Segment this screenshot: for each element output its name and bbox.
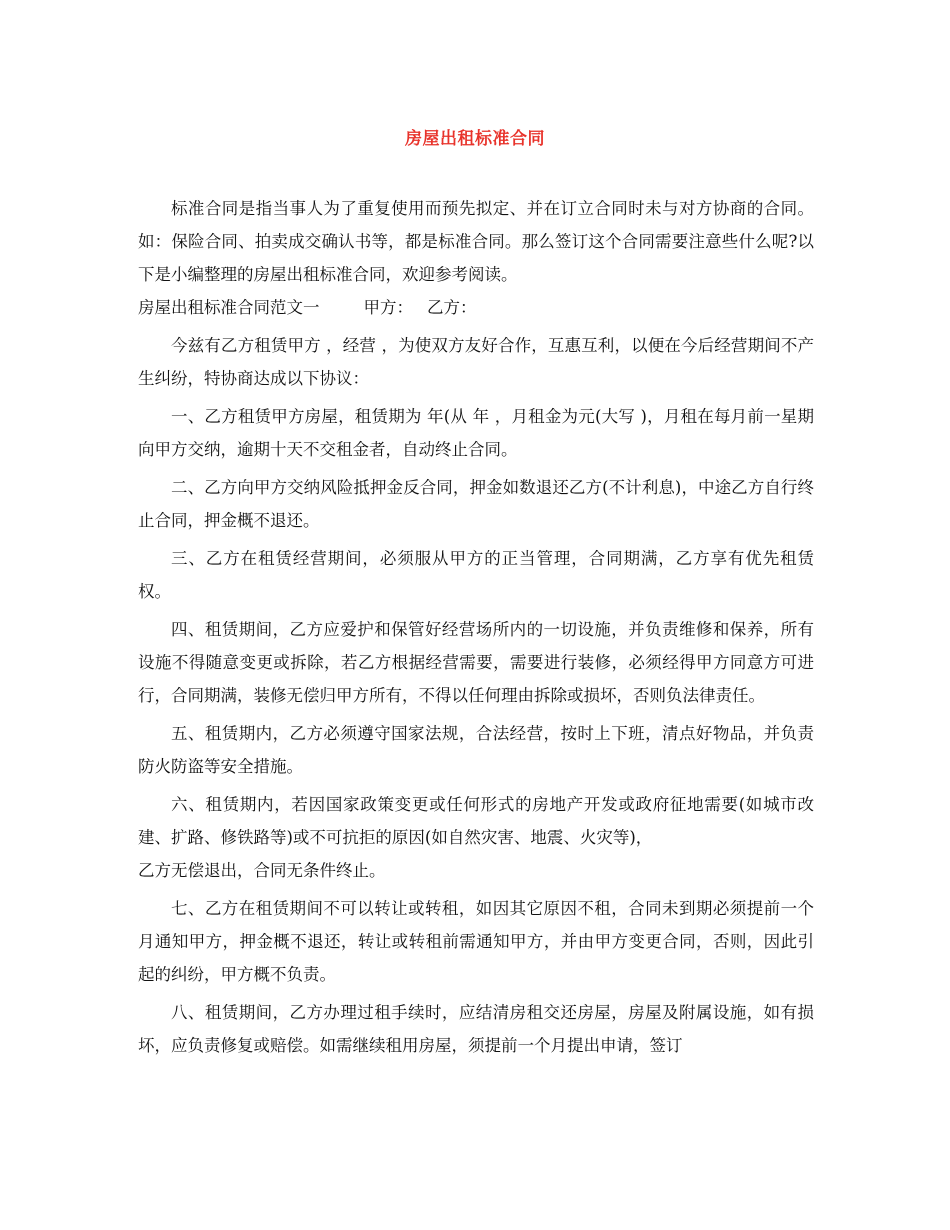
clause-3: 三、乙方在租赁经营期间，必须服从甲方的正当管理，合同期满，乙方享有优先租赁权。	[138, 549, 814, 601]
clause-6: 六、租赁期内，若因国家政策变更或任何形式的房地产开发或政府征地需要(如城市改建、扩路、修铁路等)或不可抗拒的原因(如自然灾害、地震、火灾等)，	[138, 795, 814, 847]
clause-5: 五、租赁期内，乙方必须遵守国家法规，合法经营，按时上下班，清点好物品，并负责防火防盗等安全措施。	[138, 724, 814, 776]
preamble-paragraph: 今兹有乙方租赁甲方 ，经营 ，为使双方友好合作，互惠互利，以便在今后经营期间不产生纠纷，特协商达成以下协议：	[138, 336, 814, 388]
sample-heading: 房屋出租标准合同范文一	[138, 298, 320, 317]
party-a-label: 甲方：	[363, 298, 413, 317]
document-body	[138, 192, 814, 1062]
document-title: 房屋出租标准合同	[405, 129, 545, 149]
sample-heading-line	[138, 291, 814, 324]
clause-7: 七、乙方在租赁期间不可以转让或转租，如因其它原因不租，合同未到期必须提前一个月通知甲方，押金概不退还，转让或转租前需通知甲方，并由甲方变更合同，否则，因此引起的纠纷，甲方概不负责。	[138, 899, 814, 984]
clause-6-continuation: 乙方无偿退出，合同无条件终止。	[138, 861, 386, 880]
clause-4: 四、租赁期间，乙方应爱护和保管好经营场所内的一切设施，并负责维修和保养，所有设施不得随意变更或拆除，若乙方根据经营需要，需要进行装修，必须经得甲方同意方可进行，合同期满，装修无偿归甲方所有，不得以任何理由拆除或损坏，否则负法律责任。	[138, 620, 814, 705]
clause-1: 一、乙方租赁甲方房屋，租赁期为 年(从 年 ，月租金为元(大写 )，月租在每月前一星期向甲方交纳，逾期十天不交租金者，自动终止合同。	[138, 407, 814, 459]
clause-8: 八、租赁期间，乙方办理过租手续时，应结清房租交还房屋，房屋及附属设施，如有损坏，应负责修复或赔偿。如需继续租用房屋，须提前一个月提出申请，签订	[138, 1003, 814, 1055]
intro-paragraph: 标准合同是指当事人为了重复使用而预先拟定、并在订立合同时未与对方协商的合同。如：保险合同、拍卖成交确认书等，都是标准合同。那么签订这个合同需要注意些什么呢?以下是小编整理的房屋出租标准合同，欢迎参考阅读。	[138, 199, 814, 284]
party-b-label: 乙方：	[427, 298, 477, 317]
clause-2: 二、乙方向甲方交纳风险抵押金反合同，押金如数退还乙方(不计利息)，中途乙方自行终止合同，押金概不退还。	[138, 478, 814, 530]
